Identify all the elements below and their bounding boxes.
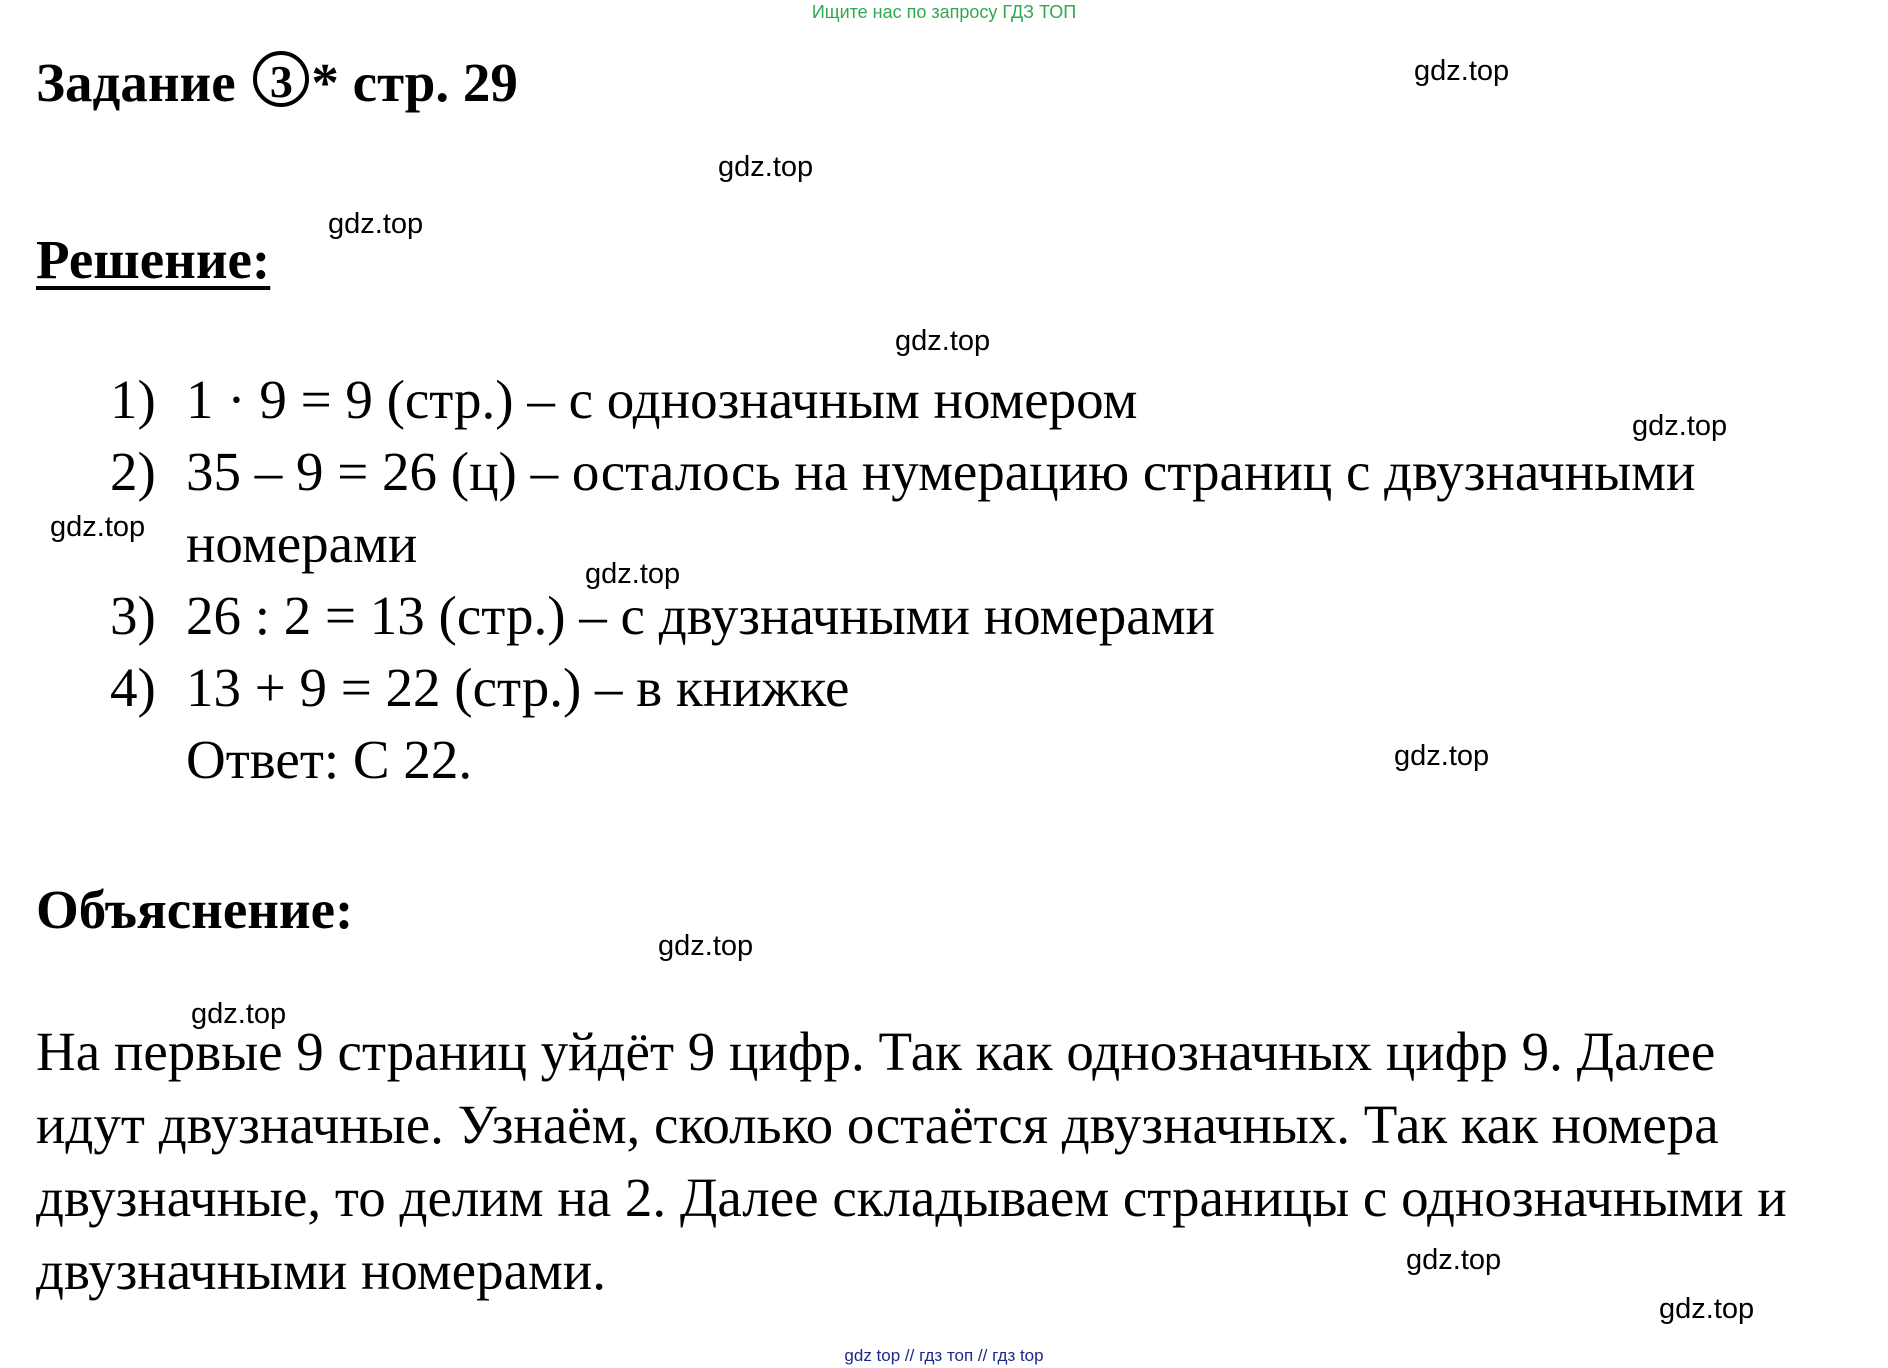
watermark: gdz.top — [718, 151, 814, 183]
watermark: gdz.top — [1394, 740, 1490, 772]
watermark: gdz.top — [585, 558, 681, 590]
watermark: gdz.top — [328, 208, 424, 240]
top-banner: Ищите нас по запросу ГДЗ ТОП — [811, 2, 1077, 22]
watermark: gdz.top — [1414, 55, 1510, 87]
step-text: 26 : 2 = 13 (стр.) – с двузначными номерами — [186, 585, 1215, 646]
solution-steps — [110, 364, 1850, 796]
answer-text: Ответ: С 22. — [186, 729, 473, 790]
watermark: gdz.top — [1406, 1244, 1502, 1276]
solution-heading: Решение: — [36, 229, 271, 290]
title-suffix: * стр. 29 — [311, 52, 518, 113]
solution-step — [110, 580, 1850, 652]
watermark: gdz.top — [50, 511, 146, 543]
task-number-circle: 3 — [253, 51, 309, 107]
explanation-heading: Объяснение: — [36, 879, 354, 940]
step-text: 13 + 9 = 22 (стр.) – в книжке — [186, 657, 850, 718]
step-text: 1 · 9 = 9 (стр.) – с однозначным номером — [186, 369, 1138, 430]
watermark: gdz.top — [1659, 1293, 1755, 1325]
solution-step — [110, 652, 1850, 724]
step-number: 1) — [110, 369, 156, 430]
watermark: gdz.top — [191, 998, 287, 1030]
title-prefix: Задание — [36, 52, 236, 113]
step-number: 2) — [110, 441, 156, 502]
step-number: 4) — [110, 657, 156, 718]
bottom-banner: gdz top // гдз топ // гдз top — [844, 1346, 1044, 1365]
step-number: 3) — [110, 585, 156, 646]
watermark: gdz.top — [1632, 410, 1728, 442]
step-text: 35 – 9 = 26 (ц) – осталось на нумерацию страниц с двузначными номерами — [186, 441, 1696, 574]
page-title — [36, 48, 518, 118]
watermark: gdz.top — [895, 325, 991, 357]
solution-step — [110, 364, 1850, 436]
solution-step — [110, 436, 1850, 580]
watermark: gdz.top — [658, 930, 754, 962]
explanation-text: На первые 9 страниц уйдёт 9 цифр. Так как однозначных цифр 9. Далее идут двузначные. Узнаём, сколько остаётся двузначных. Так как номера двузначные, то делим на 2. Далее складываем страницы с однозначными и двузначными номерами. — [36, 1021, 1787, 1301]
